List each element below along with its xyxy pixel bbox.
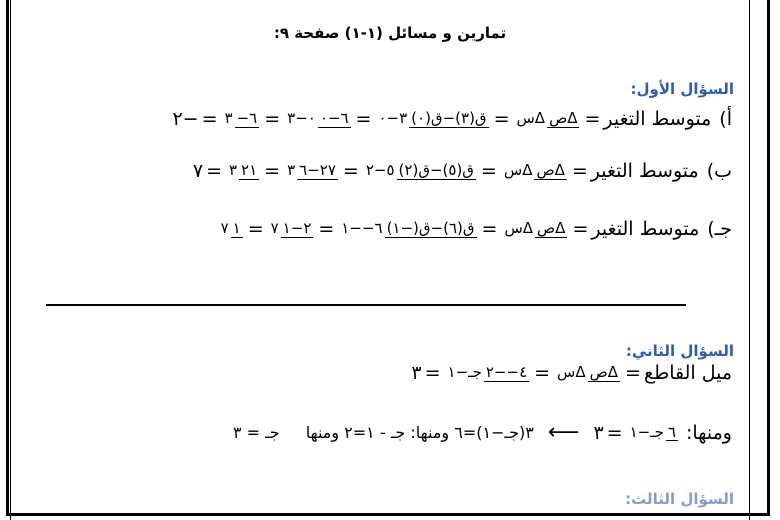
q1-c-label: جـ): [707, 218, 732, 240]
q1-b-frac-2: ق(٥)−ق(٢)٥−٢: [365, 161, 474, 180]
q1-a-result: −٢: [172, 108, 199, 130]
left-arrow-icon: ⟵: [547, 420, 580, 445]
question-2-heading: السؤال الثاني:: [625, 342, 734, 360]
q1-b-result: ٧: [192, 160, 204, 182]
q2-line1-result: ٣: [411, 362, 422, 384]
q2-line-1: ميل القاطع = ΔصΔس = ٤−−٢جـ−١ = ٣: [411, 362, 732, 384]
page-title: تمارين و مسائل (١-١) صفحة ٩:: [273, 24, 507, 42]
q1-a-label: أ): [719, 108, 732, 130]
q2-frac-2: ٤−−٢جـ−١: [447, 363, 528, 382]
q1-c-frac-3: ٢−١٧: [270, 219, 312, 238]
q1-b-frac-1: ΔصΔس: [503, 161, 565, 180]
q2-line2-eq-value: ٣: [593, 421, 604, 444]
q1-b-text: متوسط التغير: [590, 160, 699, 182]
question-3-heading: السؤال الثالث:: [625, 490, 734, 508]
q1-c-frac-1: ΔصΔس: [504, 219, 566, 238]
q2-line2-middle: ٣(جـ−١)=٦ ومنها: جـ - ١=٢ ومنها: [305, 423, 534, 442]
q1-a-frac-2: ق(٣)−ق(٠)٣−٠: [378, 109, 487, 128]
section-divider: [46, 304, 686, 306]
q2-line2-final: جـ = ٣: [232, 423, 280, 442]
q2-line2-frac: ٦جـ−١: [629, 422, 676, 441]
q2-prefix: ومنها:: [685, 421, 732, 444]
q1-a-frac-3: ٦−٠٠−٣: [287, 109, 349, 128]
q1-c-text: متوسط التغير: [591, 218, 700, 240]
q1-row-b: ب) متوسط التغير = ΔصΔس = ق(٥)−ق(٢)٥−٢ = ٢٧−٦٣ = ٢١٣ = ٧: [192, 160, 732, 182]
question-1-heading: السؤال الأول:: [630, 80, 734, 98]
q1-a-frac-1: ΔصΔس: [516, 109, 578, 128]
q1-c-frac-4: ١٧: [220, 219, 241, 238]
q1-row-a: أ) متوسط التغير = ΔصΔس = ق(٣)−ق(٠)٣−٠ = ٦−٠٠−٣ = ٦−٣ = −٢: [172, 108, 732, 130]
q1-row-c: جـ) متوسط التغير = ΔصΔس = ق(٦)−ق(−١)٦−−١ = ٢−١٧ = ١٧: [220, 218, 732, 240]
q1-b-label: ب): [706, 160, 732, 182]
q2-line-2: ومنها: ٦جـ−١ = ٣ ⟵ ٣(جـ−١)=٦ ومنها: جـ - ١=٢ ومنها جـ = ٣: [232, 420, 732, 445]
q1-c-frac-2: ق(٦)−ق(−١)٦−−١: [341, 219, 475, 238]
q1-b-frac-4: ٢١٣: [228, 161, 258, 180]
q1-a-text: متوسط التغير: [603, 108, 712, 130]
q2-secant-text: ميل القاطع: [643, 362, 732, 384]
q1-b-frac-3: ٢٧−٦٣: [287, 161, 336, 180]
q2-frac-1: ΔصΔس: [557, 363, 619, 382]
q1-a-frac-4: ٦−٣: [224, 109, 258, 128]
